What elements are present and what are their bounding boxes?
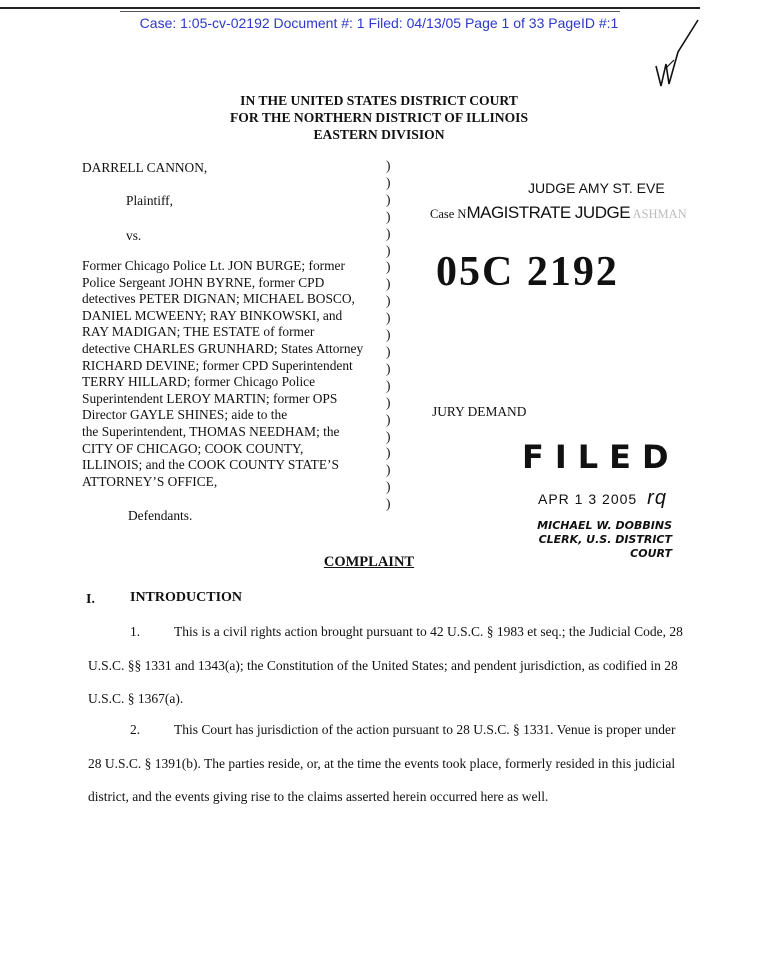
paren: ): [386, 394, 391, 410]
clerk-title: CLERK, U.S. DISTRICT COURT: [538, 533, 672, 560]
defendant-line: detective CHARLES GRUNHARD; States Attorney: [82, 340, 364, 356]
paren: ): [386, 428, 391, 444]
paren: ): [386, 496, 391, 512]
paren: ): [386, 225, 391, 241]
defendant-line: DANIEL MCWEENY; RAY BINKOWSKI, and: [82, 307, 343, 323]
paren: ): [386, 276, 391, 292]
case-prefix: Case N: [430, 207, 467, 221]
case-number-stamp: 05C 2192: [436, 249, 619, 295]
filed-date-text: APR 1 3 2005: [538, 491, 638, 507]
paren: ): [386, 293, 391, 309]
paren: ): [386, 208, 391, 224]
paren: ): [386, 445, 391, 461]
paren: ): [386, 310, 391, 326]
jury-demand: JURY DEMAND: [432, 404, 527, 419]
defendant-line: ATTORNEY’S OFFICE,: [82, 473, 218, 489]
paren: ): [386, 479, 391, 495]
paren: ): [386, 343, 391, 359]
defendant-line: Director GAYLE SHINES; aide to the: [82, 407, 288, 423]
clerk-name: MICHAEL W. DOBBINS: [537, 519, 672, 532]
paragraph-number: 1.: [130, 624, 141, 639]
plaintiff-role: Plaintiff,: [126, 193, 173, 208]
court-heading-line2: FOR THE NORTHERN DISTRICT OF ILLINOIS: [229, 110, 529, 125]
defendant-line: ILLINOIS; and the COOK COUNTY STATE’S: [82, 457, 339, 473]
versus-label: vs.: [126, 228, 142, 243]
defendant-line: detectives PETER DIGNAN; MICHAEL BOSCO,: [82, 291, 355, 307]
paren: ): [386, 158, 391, 173]
scan-top-line: [0, 7, 700, 9]
paragraph-text: This is a civil rights action brought pursuant to 42 U.S.C. § 1983 et seq.; the Judicial Code, 28 U.S.C. §§ 1331 and 1343(a); the Constitution of the United States; and pendent jurisdiction, as codified in 28 U.S.C. § 1367(a).: [88, 624, 683, 706]
handwritten-signature-mark: [648, 16, 704, 92]
scan-top-line-2: [120, 11, 620, 12]
section-number: I.: [86, 592, 95, 607]
defendant-line: Superintendent LEROY MARTIN; former OPS: [82, 390, 338, 406]
court-heading-line3: EASTERN DIVISION: [313, 127, 445, 142]
section-title: INTRODUCTION: [130, 590, 243, 605]
ecf-header-stamp: Case: 1:05-cv-02192 Document #: 1 Filed: 04/13/05 Page 1 of 33 PageID #:1: [139, 15, 619, 31]
defendant-line: the Superintendent, THOMAS NEEDHAM; the: [82, 423, 340, 439]
magistrate-stamp: MAGISTRATE JUDGE: [466, 203, 631, 222]
defendant-line: CITY OF CHICAGO; COOK COUNTY,: [82, 440, 304, 456]
court-heading: [0, 92, 758, 143]
paragraph-1: [88, 615, 688, 716]
clerk-initials: rq: [647, 487, 667, 509]
defendant-line: Police Sergeant JOHN BYRNE, former CPD: [82, 274, 325, 290]
paren: ): [386, 259, 391, 275]
paren: ): [386, 174, 391, 190]
filed-stamp: FILED: [522, 438, 680, 476]
paragraph-number: 2.: [130, 722, 141, 737]
filed-date: [538, 487, 667, 510]
paren: ): [386, 411, 391, 427]
defendant-line: Former Chicago Police Lt. JON BURGE; former: [82, 258, 345, 273]
judge-stamp: JUDGE AMY ST. EVE: [528, 180, 665, 196]
document-title: COMPLAINT: [323, 554, 415, 570]
paren: ): [386, 360, 391, 376]
defendant-line: RAY MADIGAN; THE ESTATE of former: [82, 324, 315, 340]
paragraph-text: This Court has jurisdiction of the action pursuant to 28 U.S.C. § 1331. Venue is proper under 28 U.S.C. § 1391(b). The parties reside, or, at the time the events took place, formerly resided in this judicial district, and the events giving rise to the claims asserted herein occurred here as well.: [88, 722, 676, 804]
defendants-role: Defendants.: [128, 508, 193, 523]
plaintiff-name: DARRELL CANNON,: [82, 160, 208, 175]
paren: ): [386, 462, 391, 478]
paren: ): [386, 242, 391, 258]
magistrate-faded: ASHMAN: [632, 207, 687, 221]
caption-parentheses: [386, 158, 390, 513]
defendants-list: [82, 258, 363, 490]
case-number-line: [430, 203, 687, 223]
defendant-line: RICHARD DEVINE; former CPD Superintendent: [82, 357, 353, 373]
paragraph-2: [88, 713, 688, 814]
court-heading-line1: IN THE UNITED STATES DISTRICT COURT: [240, 93, 518, 108]
defendant-line: TERRY HILLARD; former Chicago Police: [82, 374, 316, 390]
paren: ): [386, 327, 391, 343]
paren: ): [386, 377, 391, 393]
paren: ): [386, 191, 391, 207]
